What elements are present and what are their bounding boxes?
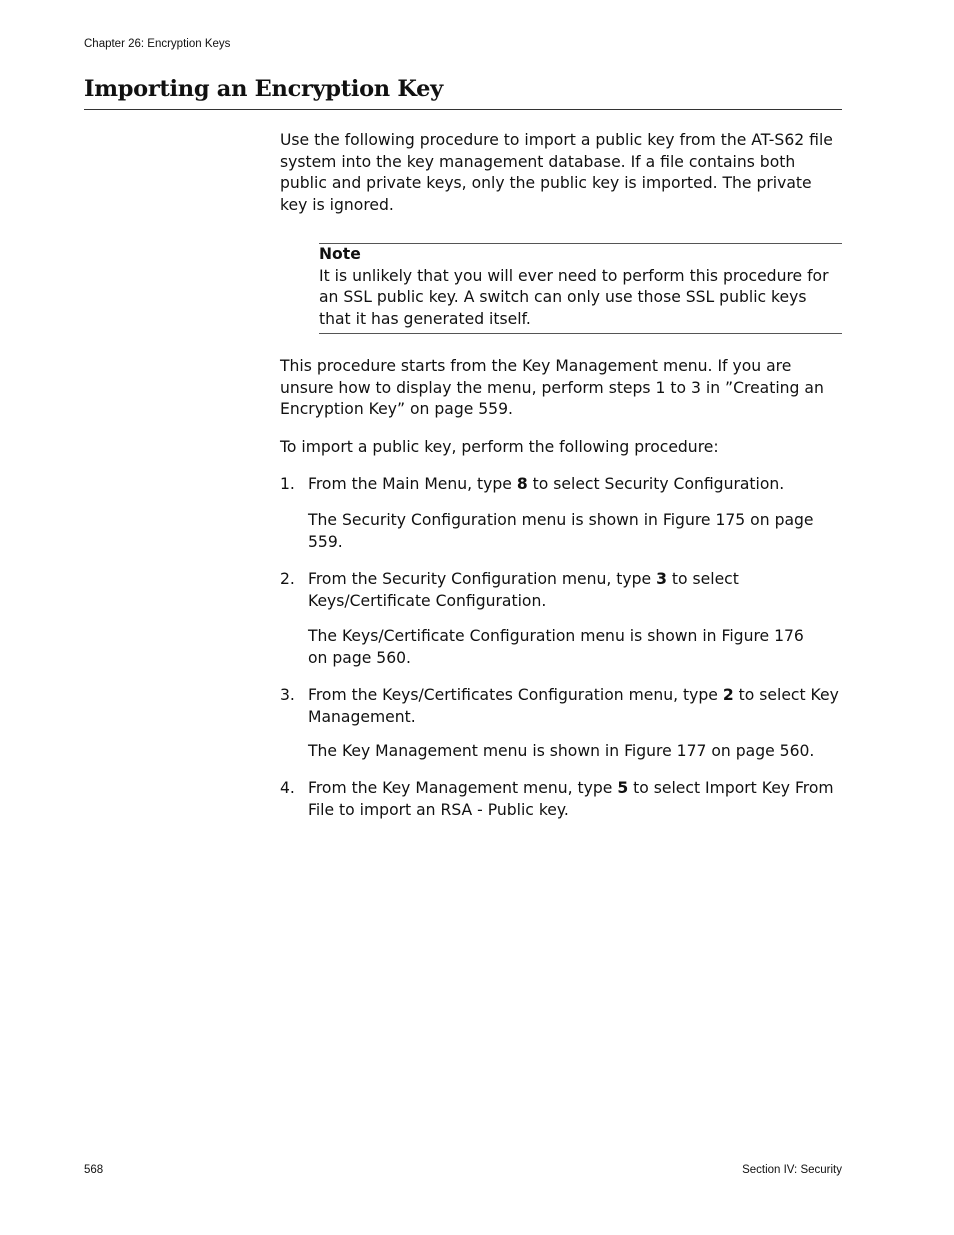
- step-instruction: [308, 778, 842, 821]
- intro-text: Use the following procedure to import a public key from the AT-S62 file system into the key management database. If a file contains both public and private keys, only the public key is imported. The private key is ignored.: [280, 131, 833, 215]
- start-text: This procedure starts from the Key Management menu. If you are unsure how to display the menu, perform steps 1 to 3 in ”Creating an Encryption Key” on page 559.: [280, 357, 824, 419]
- step-text-before: From the Main Menu, type: [308, 475, 517, 493]
- step-key: 8: [516, 475, 528, 493]
- title-rule: [84, 109, 842, 110]
- step-number: 3.: [280, 686, 295, 704]
- step-number: 4.: [280, 779, 295, 797]
- step-text-before: From the Security Configuration menu, type: [308, 570, 657, 588]
- step-text-after: to select Keys/Certificate Configuration.: [308, 570, 739, 610]
- step-result: The Key Management menu is shown in Figure 177 on page 560.: [308, 742, 815, 760]
- footer-section: Section IV: Security: [742, 1164, 842, 1176]
- step-text-after: to select Security Configuration.: [527, 475, 785, 493]
- step-key: 2: [722, 686, 734, 704]
- step-text-after: to select Key Management.: [308, 686, 839, 726]
- note-box: [319, 244, 842, 331]
- step-instruction: [308, 569, 768, 612]
- step-key: 5: [617, 779, 629, 797]
- step-text-before: From the Keys/Certificates Configuration menu, type: [308, 686, 723, 704]
- section-title: Importing an Encryption Key: [84, 76, 443, 102]
- step-key: 3: [656, 570, 667, 588]
- step-text-after: to select Import Key From File to import an RSA - Public key.: [308, 779, 834, 819]
- step-instruction: [308, 474, 842, 496]
- start-paragraph: [280, 356, 842, 421]
- step-result: The Keys/Certificate Configuration menu is shown in Figure 176 on page 560.: [308, 627, 804, 667]
- step-text-before: From the Key Management menu, type: [308, 779, 618, 797]
- import-paragraph: [280, 437, 842, 459]
- step-number: 2.: [280, 570, 295, 588]
- import-text: To import a public key, perform the following procedure:: [280, 438, 719, 456]
- note-text: It is unlikely that you will ever need to perform this procedure for an SSL public key. A switch can only use those SSL public keys that it has generated itself.: [319, 266, 829, 329]
- step-instruction: [308, 685, 842, 728]
- step-result: The Security Configuration menu is shown in Figure 175 on page 559.: [308, 511, 814, 551]
- note-title: Note: [319, 245, 361, 263]
- intro-paragraph: [280, 130, 842, 217]
- step-number: 1.: [280, 475, 295, 493]
- note-bottom-rule: [319, 333, 842, 334]
- page-number: 568: [84, 1164, 104, 1176]
- running-header: Chapter 26: Encryption Keys: [84, 38, 231, 50]
